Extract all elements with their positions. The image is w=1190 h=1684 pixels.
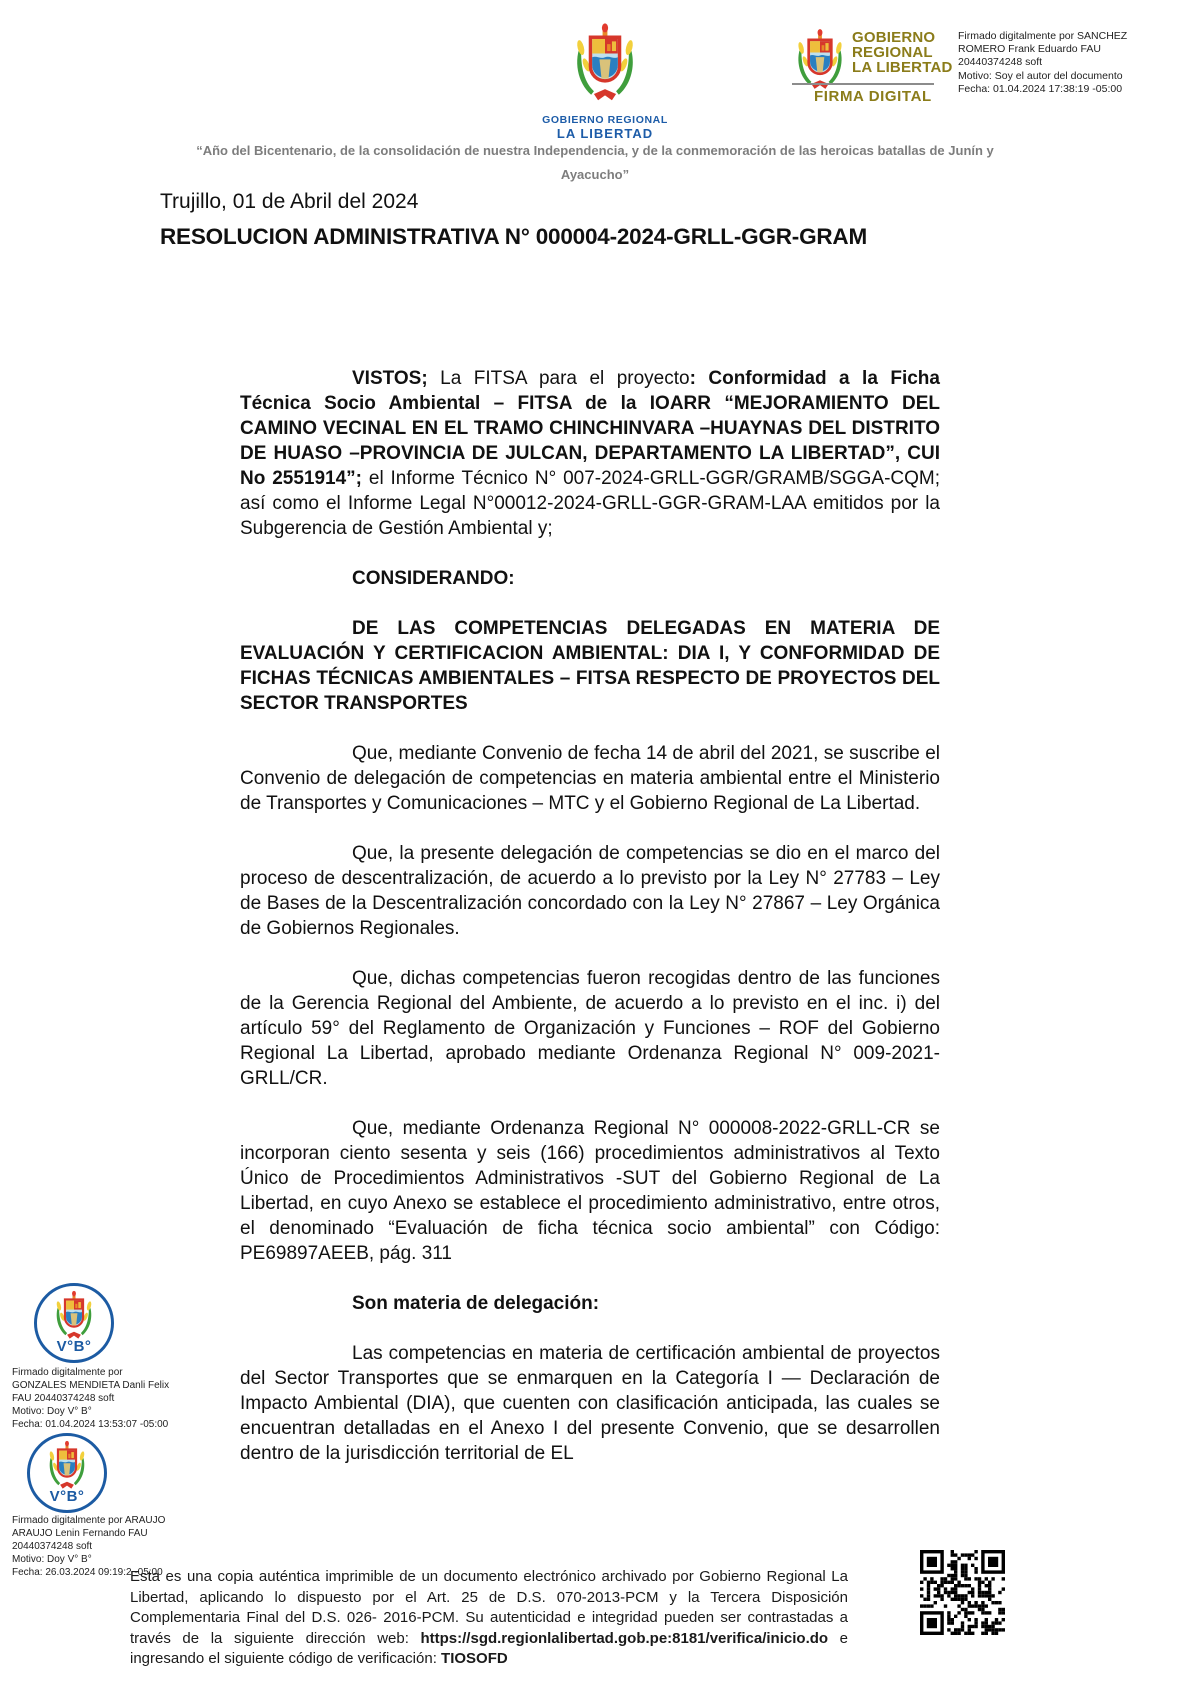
ordenanza-paragraph: Que, mediante Ordenanza Regional N° 000008-2022-GRLL-CR se incorporan ciento sesenta y seis (166) procedimientos administrativos al Texto Único de Procedimientos Administrativos -SUT del Gobierno Regional de La Libertad, en cuyo Anexo se establece el procedimiento administrativo, entre otros, el denominado “Evaluación de ficha técnica socio ambiental” con Código: PE69897AEEB, pág. 311	[240, 1118, 940, 1264]
vistos-references: el Informe Técnico N° 007-2024-GRLL-GGR/GRAMB/SGGA-CQM; así como el Informe Legal N°00012-2024-GRLL-GGR-GRAM-LAA emitidos por la Subgerencia de Gestión Ambiental y;	[240, 468, 940, 539]
document-body	[240, 366, 940, 1491]
project-name: : Conformidad a la Ficha Técnica Socio Ambiental – FITSA de la IOARR “MEJORAMIENTO DEL CAMINO VECINAL EN EL TRAMO CHINCHINVARA –HUAYNAS DEL DISTRITO DE HUASO –PROVINCIA DE JULCAN, DEPARTAMENTO LA LIBERTAD”, CUI No 2551914”;	[240, 368, 940, 489]
stamp-line: Fecha: 26.03.2024 09:19:2 -05:00	[12, 1567, 163, 1578]
stamp-line: Firmado digitalmente por ARAUJO	[12, 1515, 166, 1526]
signature-line: ROMERO Frank Eduardo FAU	[958, 43, 1101, 56]
vb-label: V°B°	[49, 1488, 85, 1505]
stamp-line: ARAUJO Lenin Fernando FAU	[12, 1528, 148, 1539]
digital-brand	[852, 30, 953, 75]
firma-digital-label: FIRMA DIGITAL	[814, 88, 932, 105]
stamp-signature-details-1	[12, 1366, 169, 1431]
stamp-line: FAU 20440374248 soft	[12, 1393, 115, 1404]
convenio-paragraph: Que, mediante Convenio de fecha 14 de abril del 2021, se suscribe el Convenio de delegación de competencias en materia ambiental entre el Ministerio de Transportes y Comunicaciones – MTC y el Gobierno Regional de La Libertad.	[240, 743, 940, 814]
place-date: Trujillo, 01 de Abril del 2024	[160, 190, 419, 213]
digital-signature-details	[958, 30, 1190, 96]
stamp-line: Motivo: Doy V° B°	[12, 1406, 92, 1417]
year-quote	[0, 139, 1190, 187]
signature-line: Fecha: 01.04.2024 17:38:19 -05:00	[958, 82, 1123, 95]
categoria-paragraph: Las competencias en materia de certificación ambiental de proyectos del Sector Transportes que se enmarquen en la Categoría I — Declaración de Impacto Ambiental (DIA), que cuenten con clasificación anticipada, las cuales se encuentran detalladas en el Anexo I del presente Convenio, que se desarrollen dentro de la jurisdicción territorial de EL	[240, 1343, 940, 1464]
signature-line: Motivo: Soy el autor del documento	[958, 69, 1123, 82]
brand-line2: REGIONAL	[852, 44, 933, 61]
vb-label: V°B°	[56, 1338, 92, 1355]
regional-seal	[538, 22, 672, 141]
stamp-line: Firmado digitalmente por	[12, 1367, 123, 1378]
vistos-intro: La FITSA para el proyecto	[427, 368, 690, 389]
signature-line: 20440374248 soft	[958, 56, 1043, 69]
stamp-line: 20440374248 soft	[12, 1541, 93, 1552]
verification-url[interactable]: https://sgd.regionlalibertad.gob.pe:8181/verifica/inicio.do	[420, 1629, 829, 1647]
vb-stamp-circle-1	[34, 1283, 114, 1363]
digital-signature-block	[790, 26, 1190, 110]
year-quote-line1: “Año del Bicentenario, de la consolidación de nuestra Independencia, y de la conmemoración de las heroicas batallas de Junín y	[196, 143, 994, 158]
delegacion-paragraph: Que, la presente delegación de competencias se dio en el marco del proceso de descentralización, de acuerdo a lo previsto por la Ley N° 27783 – Ley de Bases de la Descentralización concordado con la Ley N° 27867 – Ley Orgánica de Gobiernos Regionales.	[240, 843, 940, 939]
stamp-line: Fecha: 01.04.2024 13:53:07 -05:00	[12, 1419, 169, 1430]
brand-line3: LA LIBERTAD	[852, 59, 953, 76]
verification-code: TIOSOFD	[441, 1650, 508, 1667]
competencias-heading-paragraph: DE LAS COMPETENCIAS DELEGADAS EN MATERIA DE EVALUACIÓN Y CERTIFICACION AMBIENTAL: DIA I, Y CONFORMIDAD DE FICHAS TÉCNICAS AMBIENTALES – FITSA RESPECTO DE PROYECTOS DEL SECTOR TRANSPORTES	[240, 618, 940, 714]
materia-delegacion-heading: Son materia de delegación:	[352, 1293, 600, 1314]
seal-caption-line2: LA LIBERTAD	[556, 126, 654, 141]
qr-code	[920, 1550, 1005, 1635]
seal-caption-line1: GOBIERNO REGIONAL	[542, 114, 668, 126]
year-quote-line2: Ayacucho”	[560, 167, 630, 182]
authenticity-text-2: e ingresando el siguiente código de verificación:	[130, 1629, 848, 1667]
authenticity-note	[130, 1567, 848, 1670]
authenticity-text-1: Esta es una copia auténtica imprimible de un documento electrónico archivado por Gobierno Regional La Libertad, aplicando lo dispuesto por el Art. 25 de D.S. 070-2013-PCM y la Tercera Disposición Complementaria Final del D.S. 026- 2016-PCM. Su autenticidad e integridad pueden ser contrastadas a través de la siguiente dirección web:	[130, 1568, 848, 1647]
coat-of-arms-logo	[549, 22, 661, 112]
brand-line1: GOBIERNO	[852, 29, 936, 46]
considerando-heading: CONSIDERANDO:	[352, 568, 515, 589]
funciones-paragraph: Que, dichas competencias fueron recogidas dentro de las funciones de la Gerencia Regional del Ambiente, de acuerdo a lo previsto en el inc. i) del artículo 59° del Reglamento de Organización y Funciones – ROF del Gobierno Regional La Libertad, aprobado mediante Ordenanza Regional N° 009-2021-GRLL/CR.	[240, 968, 940, 1089]
stamp-line: GONZALES MENDIETA Danli Felix	[12, 1380, 170, 1391]
brand-divider	[792, 83, 934, 85]
vb-stamp-circle-2	[27, 1433, 107, 1513]
stamp-line: Motivo: Doy V° B°	[12, 1554, 92, 1565]
vistos-label: VISTOS;	[352, 368, 428, 389]
signature-line: Firmado digitalmente por SANCHEZ	[958, 30, 1128, 42]
document-title: RESOLUCION ADMINISTRATIVA N° 000004-2024-GRLL-GGR-GRAM	[160, 224, 868, 249]
vistos-paragraph	[240, 366, 940, 541]
